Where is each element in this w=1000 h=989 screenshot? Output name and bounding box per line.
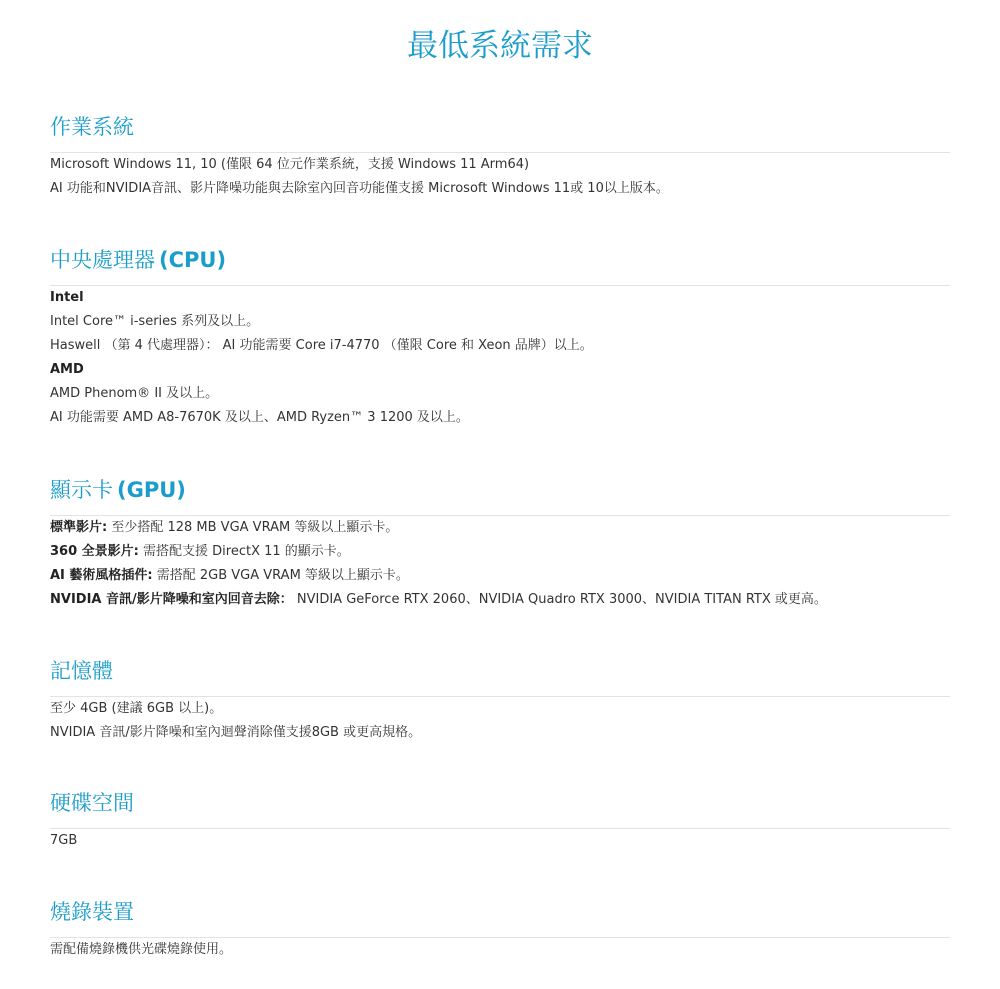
- disk-row-1: 7GB: [50, 833, 78, 848]
- page-title: 最低系統需求: [407, 28, 593, 64]
- gpu-row-3-text: 需搭配 2GB VGA VRAM 等級以上顯示卡。: [152, 568, 409, 583]
- section-title-burner-text: 燒錄裝置: [50, 900, 134, 924]
- gpu-row-1: [50, 516, 950, 540]
- burner-row-1: 需配備燒錄機供光碟燒錄使用。: [50, 942, 233, 957]
- gpu-row-1-label: 標準影片:: [50, 520, 108, 535]
- section-title-disk: [50, 776, 950, 829]
- section-burner: [50, 885, 950, 962]
- gpu-row-4-text: NVIDIA GeForce RTX 2060、NVIDIA Quadro RTX 3000、NVIDIA TITAN RTX 或更高。: [292, 592, 827, 607]
- section-title-os-text: 作業系統: [50, 115, 134, 139]
- cpu-intel-label: [50, 286, 950, 310]
- cpu-intel-label-text: Intel: [50, 290, 84, 305]
- section-gpu: [50, 463, 950, 612]
- os-row-1: Microsoft Windows 11, 10 (僅限 64 位元作業系統，支援 Windows 11 Arm64): [50, 157, 530, 172]
- gpu-row-1-text: 至少搭配 128 MB VGA VRAM 等級以上顯示卡。: [107, 520, 399, 535]
- cpu-intel-row-1: Intel Core™ i-series 系列及以上。: [50, 314, 260, 329]
- gpu-row-2-text: 需搭配支援 DirectX 11 的顯示卡。: [138, 544, 350, 559]
- section-os: [50, 100, 950, 201]
- cpu-amd-label: [50, 358, 950, 382]
- section-title-memory: [50, 644, 950, 697]
- section-title-cpu-latin: (CPU): [159, 248, 227, 272]
- cpu-amd-row-1: AMD Phenom® II 及以上。: [50, 386, 219, 401]
- section-memory: [50, 644, 950, 745]
- gpu-row-4: [50, 588, 950, 612]
- cpu-intel-row-2: Haswell （第 4 代處理器）： AI 功能需要 Core i7-4770 （僅限 Core 和 Xeon 品牌）以上。: [50, 338, 593, 353]
- memory-row-1: 至少 4GB (建議 6GB 以上)。: [50, 701, 223, 716]
- cpu-amd-label-text: AMD: [50, 362, 84, 377]
- gpu-row-3: [50, 564, 950, 588]
- section-disk: [50, 776, 950, 853]
- os-row-2: AI 功能和NVIDIA音訊、影片降噪功能與去除室內回音功能僅支援 Microsoft Windows 11或 10以上版本。: [50, 181, 669, 196]
- section-title-os: [50, 100, 950, 153]
- section-title-gpu-text: 顯示卡: [50, 478, 113, 502]
- section-title-gpu-latin: (GPU): [117, 478, 186, 502]
- section-title-gpu: [50, 463, 950, 516]
- section-title-cpu-text: 中央處理器: [50, 248, 155, 272]
- section-title-burner: [50, 885, 950, 938]
- section-title-disk-text: 硬碟空間: [50, 791, 134, 815]
- section-cpu: [50, 233, 950, 430]
- gpu-row-2-label: 360 全景影片:: [50, 544, 139, 559]
- section-title-memory-text: 記憶體: [50, 659, 113, 683]
- memory-row-2: NVIDIA 音訊/影片降噪和室內迴聲消除僅支援8GB 或更高規格。: [50, 725, 422, 740]
- gpu-row-2: [50, 540, 950, 564]
- cpu-amd-row-2: AI 功能需要 AMD A8-7670K 及以上、AMD Ryzen™ 3 1200 及以上。: [50, 410, 469, 425]
- section-title-cpu: [50, 233, 950, 286]
- gpu-row-4-label: NVIDIA 音訊/影片降噪和室內回音去除：: [50, 592, 293, 607]
- gpu-row-3-label: AI 藝術風格插件:: [50, 568, 153, 583]
